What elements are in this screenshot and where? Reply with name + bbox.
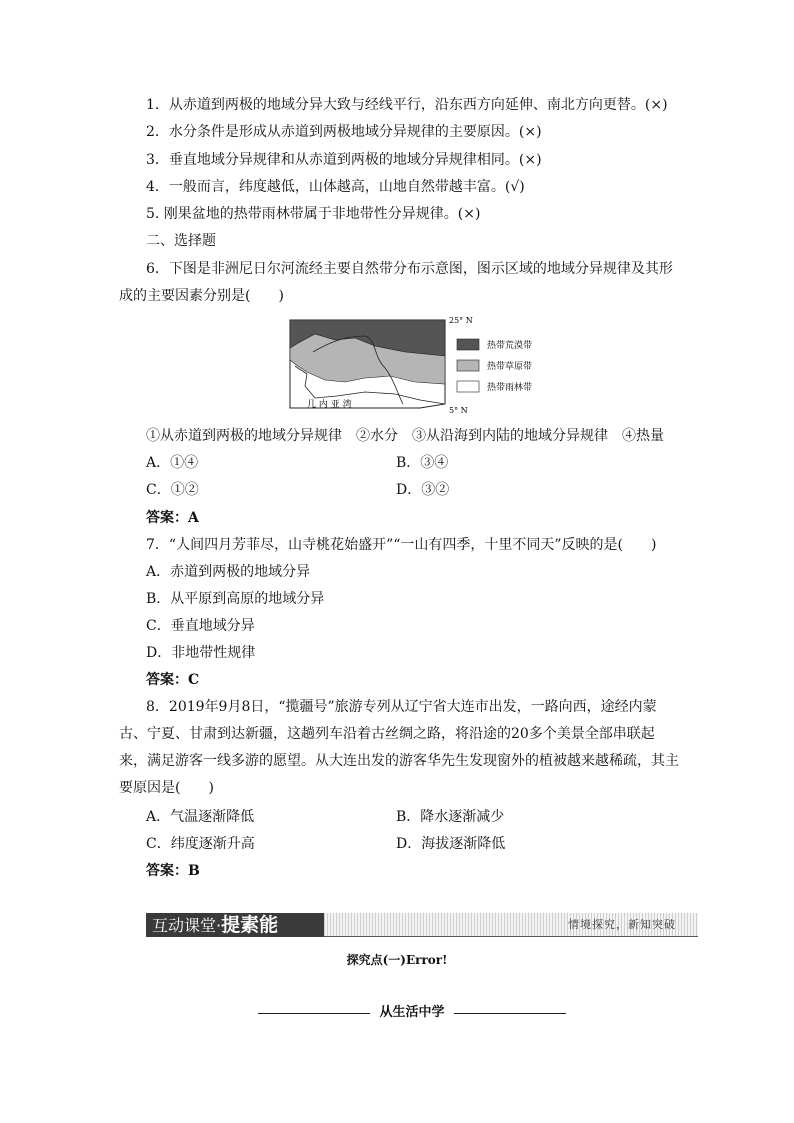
legend (457, 339, 532, 393)
section-banner (146, 913, 698, 937)
q7-stem: 7．“人间四月芳菲尽，山寺桃花始盛开”“一山有四季，十里不同天”反映的是( ) (146, 537, 657, 553)
q7-option-b: B．从平原到高原的地域分异 (146, 591, 325, 607)
divider-right (454, 1013, 566, 1014)
q6-option-d: D．③② (396, 482, 450, 498)
q8-option-d: D．海拔逐渐降低 (396, 836, 506, 852)
lat-top-label: 25° N (449, 316, 473, 325)
q8-option-b: B．降水逐渐减少 (396, 809, 505, 825)
legend-swatch-rainforest (457, 381, 479, 392)
q7-option-d: D．非地带性规律 (146, 645, 256, 661)
legend-label-rainforest: 热带雨林带 (487, 383, 533, 393)
judgment-5: 5. 刚果盆地的热带雨林带属于非地带性分异规律。(×) (146, 206, 481, 222)
judgment-3: 3．垂直地域分异规律和从赤道到两极的地域分异规律相同。(×) (146, 152, 542, 168)
judgment-4: 4．一般而言，纬度越低，山体越高，山地自然带越丰富。(√) (146, 179, 525, 195)
q6-stem-line1: 6．下图是非洲尼日尔河流经主要自然带分布示意图，图示区域的地域分异规律及其形 (146, 261, 673, 277)
judgment-2: 2．水分条件是形成从赤道到两极地域分异规律的主要原因。(×) (146, 124, 542, 140)
life-title: 从生活中学 (379, 1005, 445, 1020)
gulf-label: 几 内 亚 湾 (307, 400, 352, 410)
q8-stem: 8．2019年9月8日，“揽疆号”旅游专列从辽宁省大连市出发，一路向西，途经内蒙古、宁夏、甘肃到达新疆，这趟列车沿着古丝绸之路，将沿途的20多个美景全部串联起来，满足游客一线多游的愿望。从大连出发的游客华先生发现窗外的植被越来越稀疏，其主要原因是( ) (119, 699, 679, 796)
q7-option-a: A．赤道到两极的地域分异 (146, 564, 311, 580)
q6-option-a: A．①④ (146, 455, 199, 471)
q8-answer: 答案：B (146, 863, 200, 879)
q6-answer: 答案：A (146, 510, 199, 526)
q6-option-c: C．①② (146, 482, 199, 498)
banner-title-small: 互动课堂· (152, 916, 222, 935)
legend-label-desert: 热带荒漠带 (487, 341, 533, 351)
legend-label-savanna: 热带草原带 (487, 362, 533, 372)
q7-option-c: C．垂直地域分异 (146, 618, 255, 634)
banner-subtitle: 情境探究，新知突破 (568, 918, 676, 931)
q6-option-b: B．③④ (396, 455, 449, 471)
q7-answer: 答案：C (146, 672, 200, 688)
niger-river-natural-zone-map (285, 312, 565, 422)
section-title: 二、选择题 (146, 233, 216, 249)
lat-bottom-label: 5° N (449, 406, 468, 415)
banner-rule (324, 936, 698, 937)
banner-title (146, 913, 324, 937)
life-heading (258, 1003, 566, 1023)
judgment-1: 1．从赤道到两极的地域分异大致与经线平行，沿东西方向延伸、南北方向更替。(×) (146, 97, 668, 113)
q8-option-a: A．气温逐渐降低 (146, 809, 255, 825)
legend-swatch-savanna (457, 360, 479, 371)
legend-swatch-desert (457, 339, 479, 350)
q8-option-c: C．纬度逐渐升高 (146, 836, 255, 852)
q6-stem-line2: 成的主要因素分别是( ) (119, 288, 284, 304)
banner-title-big: 提素能 (221, 914, 279, 936)
q6-items: ①从赤道到两极的地域分异规律 ②水分 ③从沿海到内陆的地域分异规律 ④热量 (146, 428, 664, 444)
explore-title: 探究点(一)Error! (346, 953, 448, 967)
